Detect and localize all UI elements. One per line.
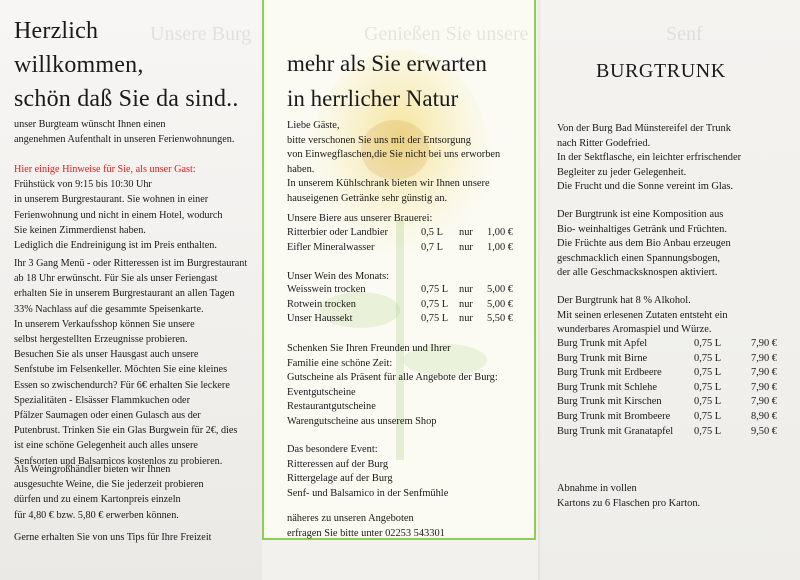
item-only: nur	[459, 284, 473, 295]
text-line: Die Frucht und die Sonne vereint im Glas.	[557, 181, 734, 193]
text-line: für 4,80 € bzw. 5,80 € erwerben können.	[14, 509, 179, 521]
item-name: Rotwein trocken	[287, 298, 356, 310]
item-name: Unser Haussekt	[287, 313, 353, 325]
text-line: der alle Geschmacksknospen aktiviert.	[557, 267, 718, 279]
title-line: in herrlicher Natur	[287, 86, 459, 111]
item-volume: 0,5 L	[421, 227, 443, 238]
item-name: Weisswein trocken	[287, 284, 366, 295]
beer-price-list	[287, 227, 519, 256]
text-line: unser Burgteam wünscht Ihnen einen	[14, 119, 166, 130]
burgtrunk-alcohol	[557, 294, 789, 338]
item-price: 5,00 €	[487, 298, 513, 310]
product-price: 7,90 €	[751, 367, 777, 379]
product-volume: 0,75 L	[694, 410, 722, 422]
item-volume: 0,75 L	[421, 298, 449, 310]
text-line: Als Weingroßhändler bieten wir Ihnen	[14, 464, 171, 475]
text-line: Ferienwohnung und nicht in einem Hotel, wodurch	[14, 209, 223, 221]
text-line: hauseigenen Getränke sehr günstig an.	[287, 192, 448, 204]
text-line: Besuchen Sie als unser Hausgast auch unsere	[14, 349, 199, 361]
text-line: Gutscheine als Präsent für alle Angebote der Burg:	[287, 372, 498, 384]
beer-title: Unsere Biere aus unserer Brauerei:	[287, 213, 433, 224]
text-line: Liebe Gäste,	[287, 120, 340, 131]
burgtrunk-intro	[557, 122, 789, 195]
contact-info	[287, 512, 523, 541]
text-line: näheres zu unseren Angeboten	[287, 513, 414, 524]
text-line: haben.	[287, 163, 315, 175]
product-name: Burg Trunk mit Kirschen	[557, 396, 662, 408]
price-row	[287, 284, 519, 299]
item-only: nur	[459, 298, 473, 310]
text-line: ausgesuchte Weine, die Sie jederzeit probieren	[14, 479, 204, 491]
product-volume: 0,75 L	[694, 381, 722, 393]
middle-title	[287, 46, 487, 116]
fold-line	[538, 0, 541, 580]
text-line: Von der Burg Bad Münstereifel der Trunk	[557, 123, 731, 134]
product-name: Burg Trunk mit Brombeere	[557, 410, 671, 422]
text-line: In der Sektflasche, ein leichter erfrischender	[557, 152, 742, 164]
special-events	[287, 443, 523, 501]
text-line: Senf- und Balsamico in der Senfmühle	[287, 487, 449, 499]
price-row	[287, 227, 519, 242]
product-volume: 0,75 L	[694, 338, 722, 349]
menu-info	[14, 256, 254, 469]
text-line: Pfälzer Saumagen oder einen Gulasch aus der	[14, 410, 201, 422]
burgtrunk-composition	[557, 208, 789, 281]
text-line: in unserem Burgrestaurant. Sie wohnen in einer	[14, 194, 209, 206]
tips-text: Gerne erhalten Sie von uns Tips für Ihre Freizeit	[14, 532, 212, 543]
text-line: Ritteressen auf der Burg	[287, 458, 389, 470]
item-name: Ritterbier oder Landbier	[287, 227, 388, 238]
text-line: In unserem Kühlschrank bieten wir Ihnen unsere	[287, 178, 490, 190]
product-row	[557, 353, 777, 368]
text-line: ist eine schöne Gelegenheit auch alles unsere	[14, 440, 198, 452]
text-line: Mit seinen erlesenen Zutaten entsteht ein	[557, 309, 728, 321]
heading-line: willkommen,	[14, 52, 144, 78]
product-volume: 0,75 L	[694, 396, 722, 408]
item-price: 1,00 €	[487, 241, 513, 253]
text-line: Warengutscheine aus unserem Shop	[287, 415, 437, 427]
product-name: Burg Trunk mit Erdbeere	[557, 367, 662, 379]
text-line: Lediglich die Endreinigung ist im Preis enthalten.	[14, 240, 217, 252]
product-name: Burg Trunk mit Birne	[557, 352, 648, 364]
text-line: Spezialitäten - Elsässer Flammkuchen oder	[14, 394, 190, 406]
text-line: Ihr 3 Gang Menü - oder Ritteressen ist im Burgrestaurant	[14, 258, 248, 269]
heading-line: schön daß Sie da sind..	[14, 86, 239, 112]
text-line: Kartons zu 6 Flaschen pro Karton.	[557, 497, 701, 509]
text-line: Der Burgtrunk ist eine Komposition aus	[557, 209, 724, 220]
text-line: Senfsorten und Balsamicos kostenlos zu probieren.	[14, 455, 223, 467]
text-line: Das besondere Event:	[287, 444, 378, 455]
text-line: 33% Nachlass auf die gesammte Speisenkarte.	[14, 303, 204, 315]
text-line: Abnahme in vollen	[557, 483, 637, 494]
text-line: bitte verschonen Sie uns mit der Entsorgung	[287, 134, 471, 146]
text-line: In unserem Verkaufsshop können Sie unsere	[14, 318, 195, 330]
item-volume: 0,75 L	[421, 284, 449, 295]
welcome-heading	[14, 14, 239, 116]
text-line: Eventgutscheine	[287, 386, 356, 398]
watermark-text: Senf	[666, 23, 703, 45]
text-line: erhalten Sie in unserem Burgrestaurant an allen Tagen	[14, 288, 235, 300]
product-price: 7,90 €	[751, 381, 777, 393]
product-price: 9,50 €	[751, 425, 777, 437]
product-price: 8,90 €	[751, 410, 777, 422]
item-name: Eifler Mineralwasser	[287, 241, 375, 253]
price-row	[287, 242, 519, 257]
product-price: 7,90 €	[751, 352, 777, 364]
product-row	[557, 411, 777, 426]
item-price: 1,00 €	[487, 227, 513, 238]
product-volume: 0,75 L	[694, 352, 722, 364]
text-line: Putenbrust. Trinken Sie ein Glas Burgwein für 2€, dies	[14, 425, 238, 437]
intro-text	[14, 117, 254, 147]
text-line: ab 18 Uhr erwünscht. Für Sie als unser Feriengast	[14, 273, 218, 285]
burgtrunk-price-list	[557, 338, 777, 440]
product-price: 7,90 €	[751, 338, 777, 349]
text-line: Bio- weinhaltiges Getränk und Früchten.	[557, 223, 727, 235]
item-price: 5,00 €	[487, 284, 513, 295]
product-row	[557, 338, 777, 353]
text-line: Essen so zwischendurch? Für 6€ erhalten Sie leckere	[14, 379, 230, 391]
text-line: Frühstück von 9:15 bis 10:30 Uhr	[14, 179, 152, 191]
watermark-text: Unsere Burg	[150, 23, 252, 45]
product-name: Burg Trunk mit Apfel	[557, 338, 648, 349]
text-line: erfragen Sie bitte unter 02253 543301	[287, 527, 445, 539]
text-line: Die Früchte aus dem Bio Anbau erzeugen	[557, 238, 731, 250]
text-line: geschmacklich einen Spannungsbogen,	[557, 252, 721, 264]
gift-vouchers	[287, 342, 523, 430]
text-line: Begleiter zu jeder Gelegenheit.	[557, 166, 687, 178]
burgtrunk-footer	[557, 482, 789, 511]
item-only: nur	[459, 313, 473, 325]
text-line: dürfen und zu einem Kartonpreis einzeln	[14, 494, 181, 506]
title-line: mehr als Sie erwarten	[287, 51, 487, 76]
text-line: angenehmen Aufenthalt in unseren Ferienwohnungen.	[14, 134, 235, 146]
text-line: Restaurantgutscheine	[287, 401, 376, 413]
guest-notice	[287, 119, 523, 207]
product-name: Burg Trunk mit Granatapfel	[557, 425, 674, 437]
text-line: selbst hergestellten Erzeugnisse probieren.	[14, 334, 188, 346]
item-price: 5,50 €	[487, 313, 513, 325]
text-line: Schenken Sie Ihren Freunden und Ihrer	[287, 343, 451, 354]
heading-line: Herzlich	[14, 18, 99, 44]
watermark-text: Genießen Sie unsere	[364, 23, 529, 45]
hints-title: Hier einige Hinweise für Sie, als unser Gast:	[14, 164, 196, 175]
product-row	[557, 367, 777, 382]
wine-title: Unser Wein des Monats:	[287, 271, 389, 282]
text-line: nach Ritter Godefried.	[557, 137, 651, 149]
item-volume: 0,75 L	[421, 313, 449, 325]
text-line: von Einwegflaschen,die Sie nicht bei uns erworben	[287, 149, 501, 161]
burgtrunk-title: BURGTRUNK	[596, 60, 726, 82]
product-volume: 0,75 L	[694, 367, 722, 379]
guest-hints	[14, 162, 254, 253]
wine-price-list	[287, 284, 519, 328]
text-line: Senfstube im Felsenkeller. Möchten Sie eine kleines	[14, 364, 228, 376]
item-only: nur	[459, 241, 473, 253]
product-volume: 0,75 L	[694, 425, 722, 437]
product-price: 7,90 €	[751, 396, 777, 408]
item-only: nur	[459, 227, 473, 238]
price-row	[287, 299, 519, 314]
text-line: Sie keinen Zimmerdienst haben.	[14, 224, 146, 236]
product-row	[557, 426, 777, 441]
product-name: Burg Trunk mit Schlehe	[557, 381, 657, 393]
wine-info	[14, 462, 254, 523]
product-row	[557, 396, 777, 411]
text-line: Rittergelage auf der Burg	[287, 473, 393, 485]
price-row	[287, 313, 519, 328]
text-line: Familie eine schöne Zeit:	[287, 357, 393, 369]
text-line: wunderbares Aromaspiel und Würze.	[557, 324, 712, 336]
product-row	[557, 382, 777, 397]
text-line: Der Burgtrunk hat 8 % Alkohol.	[557, 295, 691, 306]
item-volume: 0,7 L	[421, 241, 443, 253]
